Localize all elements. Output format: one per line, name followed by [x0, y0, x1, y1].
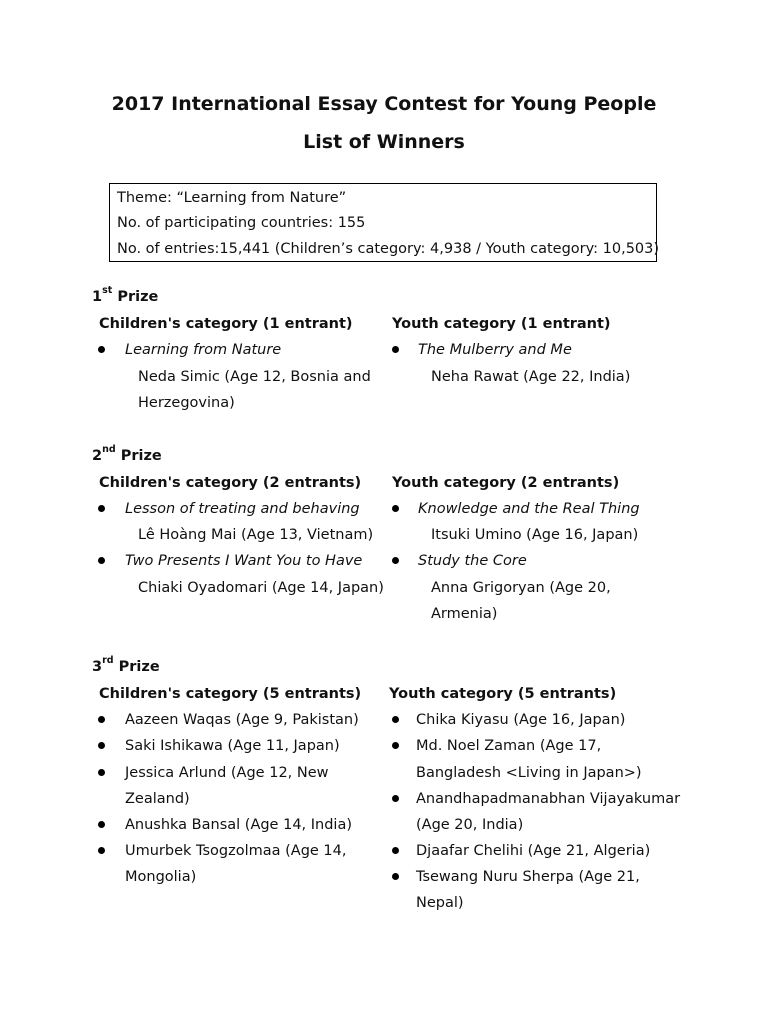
essay-title: Two Presents I Want You to Have — [125, 553, 363, 569]
prize-number: 3 — [92, 659, 103, 675]
winner-entry: Aazeen Waqas (Age 9, Pakistan) — [125, 712, 359, 728]
prize-label: Prize — [120, 448, 162, 464]
prize-number: 1 — [92, 289, 103, 305]
bullet-icon — [392, 847, 399, 854]
prize-3-youth-header: Youth category (5 entrants) — [389, 686, 617, 702]
essay-title: Study the Core — [418, 553, 527, 569]
bullet-icon — [392, 716, 399, 723]
bullet-icon — [98, 847, 105, 854]
winner-name: Anna Grigoryan (Age 20, — [431, 580, 611, 596]
winner-entry: Djaafar Chelihi (Age 21, Algeria) — [416, 843, 651, 859]
bullet-icon — [392, 742, 399, 749]
winner-entry: Anushka Bansal (Age 14, India) — [125, 817, 353, 833]
winner-name-cont: Armenia) — [431, 606, 498, 622]
winner-entry-cont: Zealand) — [125, 791, 190, 807]
prize-ordinal: rd — [102, 655, 114, 667]
bullet-icon — [98, 557, 105, 564]
winner-name: Chiaki Oyadomari (Age 14, Japan) — [138, 580, 384, 596]
bullet-icon — [98, 716, 105, 723]
bullet-icon — [392, 557, 399, 564]
theme-line: Theme: “Learning from Nature” — [117, 190, 347, 206]
contest-info-box — [109, 183, 660, 262]
winner-name-cont: Herzegovina) — [138, 395, 235, 411]
winner-entry-cont: Nepal) — [416, 895, 464, 911]
winner-entry-cont: Mongolia) — [125, 869, 197, 885]
prize-number: 2 — [92, 448, 103, 464]
prize-1-heading — [92, 287, 158, 307]
winner-entry: Saki Ishikawa (Age 11, Japan) — [125, 738, 340, 754]
countries-line: No. of participating countries: 155 — [117, 215, 366, 231]
winner-entry: Umurbek Tsogzolmaa (Age 14, — [125, 843, 347, 859]
essay-title: Learning from Nature — [125, 342, 282, 358]
prize-label: Prize — [118, 659, 160, 675]
bullet-icon — [392, 873, 399, 880]
bullet-icon — [98, 505, 105, 512]
entries-line: No. of entries:15,441 (Children’s category: 4,938 / Youth category: 10,503) — [117, 241, 660, 257]
prize-2-youth-header: Youth category (2 entrants) — [392, 475, 620, 491]
bullet-icon — [392, 795, 399, 802]
bullet-icon — [98, 769, 105, 776]
bullet-icon — [98, 742, 105, 749]
prize-ordinal: nd — [102, 444, 116, 456]
winner-entry: Anandhapadmanabhan Vijayakumar — [416, 791, 681, 807]
bullet-icon — [98, 346, 105, 353]
prize-2-heading — [92, 446, 162, 466]
page-subtitle: List of Winners — [303, 131, 465, 153]
bullet-icon — [98, 821, 105, 828]
winner-entry: Jessica Arlund (Age 12, New — [125, 765, 329, 781]
essay-title: The Mulberry and Me — [418, 342, 572, 358]
bullet-icon — [392, 346, 399, 353]
page-title: 2017 International Essay Contest for Young People — [111, 93, 657, 115]
winner-entry-cont: (Age 20, India) — [416, 817, 524, 833]
winner-name: Lê Hoàng Mai (Age 13, Vietnam) — [138, 527, 374, 543]
winner-entry-cont: Bangladesh <Living in Japan>) — [416, 765, 642, 781]
winner-entry: Md. Noel Zaman (Age 17, — [416, 738, 602, 754]
prize-2-children-header: Children's category (2 entrants) — [99, 475, 362, 491]
prize-3-children-header: Children's category (5 entrants) — [99, 686, 362, 702]
prize-3-heading — [92, 657, 160, 677]
bullet-icon — [392, 505, 399, 512]
winner-name: Itsuki Umino (Age 16, Japan) — [431, 527, 639, 543]
winner-entry: Chika Kiyasu (Age 16, Japan) — [416, 712, 626, 728]
essay-title: Lesson of treating and behaving — [125, 501, 360, 517]
essay-title: Knowledge and the Real Thing — [418, 501, 640, 517]
winner-name: Neha Rawat (Age 22, India) — [431, 369, 631, 385]
prize-1-youth-header: Youth category (1 entrant) — [392, 316, 611, 332]
prize-1-children-header: Children's category (1 entrant) — [99, 316, 353, 332]
winner-entry: Tsewang Nuru Sherpa (Age 21, — [416, 869, 640, 885]
prize-ordinal: st — [102, 285, 113, 297]
winner-name: Neda Simic (Age 12, Bosnia and — [138, 369, 371, 385]
prize-label: Prize — [117, 289, 159, 305]
